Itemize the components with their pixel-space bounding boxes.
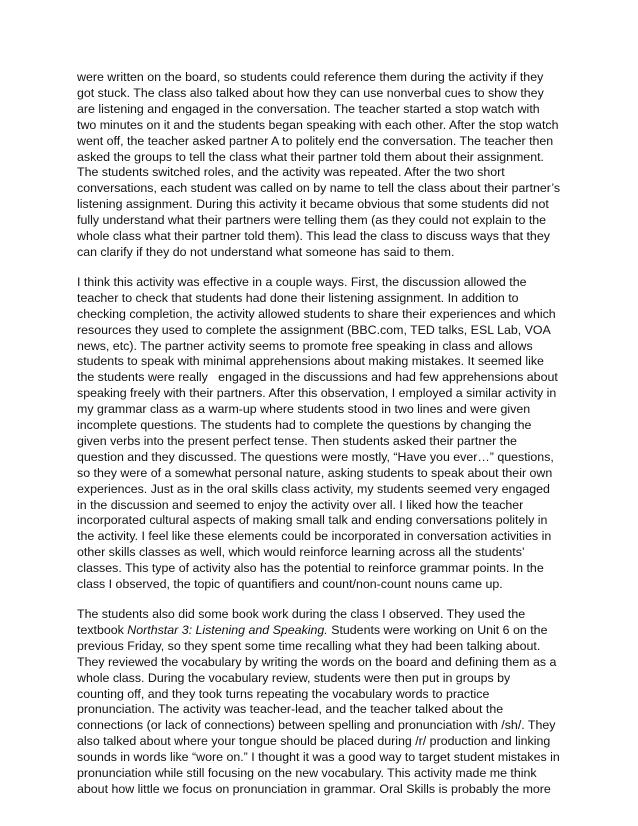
text-line: experiences. Just as in the oral skills class activity, my students seemed very engaged bbox=[77, 481, 550, 496]
text-line: whole class. During the vocabulary review, students were then put in groups by bbox=[77, 670, 511, 685]
paragraph-1 bbox=[77, 70, 577, 261]
text-line: are listening and engaged in the conversation. The teacher started a stop watch with bbox=[77, 101, 540, 116]
text-line: about how little we focus on pronunciation in grammar. Oral Skills is probably the more bbox=[77, 781, 551, 796]
text-segment: textbook bbox=[77, 622, 128, 637]
document-page bbox=[77, 70, 577, 812]
text-line: pronunciation. The activity was teacher-lead, and the teacher talked about the bbox=[77, 702, 504, 717]
text-line: the activity. I feel like these elements could be incorporated in conversation activities in bbox=[77, 529, 552, 544]
text-line: incorporated cultural aspects of making small talk and ending conversations politely in bbox=[77, 513, 548, 528]
text-line: in the discussion and seemed to enjoy the activity over all. I liked how the teacher bbox=[77, 497, 524, 512]
text-line: students to speak with minimal apprehensions about making mistakes. It seemed like bbox=[77, 354, 544, 369]
text-line: class I observed, the topic of quantifiers and count/non-count nouns came up. bbox=[77, 577, 503, 592]
text-line: speaking freely with their partners. After this observation, I employed a similar activity in bbox=[77, 386, 557, 401]
text-line: other skills classes as well, which would reinforce learning across all the students’ bbox=[77, 545, 525, 560]
text-line: classes. This type of activity also has the potential to reinforce grammar points. In the bbox=[77, 561, 544, 576]
text-line: The students switched roles, and the activity was repeated. After the two short bbox=[77, 165, 505, 180]
text-line: can clarify if they do not understand what someone has said to them. bbox=[77, 244, 455, 259]
text-line: sounds in words like “wore on.” I thought it was a good way to target student mistakes in bbox=[77, 750, 560, 765]
text-line: teacher to check that students had done their listening assignment. In addition to bbox=[77, 290, 519, 305]
text-line: whole class what their partner told them). This lead the class to discuss ways that they bbox=[77, 229, 550, 244]
text-line: were written on the board, so students could reference them during the activity if they bbox=[77, 70, 544, 84]
text-line: resources they used to complete the assignment (BBC.com, TED talks, ESL Lab, VOA bbox=[77, 322, 551, 337]
text-line: fully understand what their partners were telling them (as they could not explain to the bbox=[77, 213, 547, 228]
book-title: Northstar 3: Listening and Speaking. bbox=[127, 622, 328, 637]
text-line: checking completion, the activity allowed students to share their experiences and which bbox=[77, 306, 556, 321]
text-line: I think this activity was effective in a couple ways. First, the discussion allowed the bbox=[77, 274, 527, 289]
text-line: conversations, each student was called on by name to tell the class about their partner’s bbox=[77, 181, 561, 196]
text-line: two minutes on it and the students began speaking with each other. After the stop watch bbox=[77, 117, 559, 132]
paragraph-3 bbox=[77, 607, 577, 798]
text-line: also talked about where your tongue should be placed during /r/ production and linking bbox=[77, 734, 551, 749]
text-line: The students also did some book work during the class I observed. They used the bbox=[77, 607, 526, 621]
text-line: listening assignment. During this activity it became obvious that some students did not bbox=[77, 197, 549, 212]
text-line: incomplete questions. The students had to complete the questions by changing the bbox=[77, 418, 532, 433]
text-line: counting off, and they took turns repeating the vocabulary words to practice bbox=[77, 686, 490, 701]
text-segment: Students were working on Unit 6 on the bbox=[327, 622, 548, 637]
text-line: connections (or lack of connections) between spelling and pronunciation with /sh/. They bbox=[77, 718, 556, 733]
text-line bbox=[77, 623, 577, 639]
text-line: previous Friday, so they spent some time recalling what they had been talking about. bbox=[77, 638, 541, 653]
text-line: got stuck. The class also talked about how they can use nonverbal cues to show they bbox=[77, 85, 544, 100]
text-line: They reviewed the vocabulary by writing the words on the board and defining them as a bbox=[77, 654, 557, 669]
text-line: given verbs into the present perfect tense. Then students asked their partner the bbox=[77, 433, 517, 448]
text-line: my grammar class as a warm-up where students stood in two lines and were given bbox=[77, 402, 531, 417]
text-line: the students were really engaged in the discussions and had few apprehensions about bbox=[77, 370, 558, 385]
text-line: went off, the teacher asked partner A to politely end the conversation. The teacher then bbox=[77, 133, 554, 148]
text-line: news, etc). The partner activity seems to promote free speaking in class and allows bbox=[77, 338, 533, 353]
text-line: so they were of a somewhat personal nature, asking students to speak about their own bbox=[77, 465, 553, 480]
text-line: question and they discussed. The questions were mostly, “Have you ever…” questions, bbox=[77, 449, 554, 464]
text-line: asked the groups to tell the class what their partner told them about their assignment. bbox=[77, 149, 544, 164]
text-line: pronunciation while still focusing on the new vocabulary. This activity made me think bbox=[77, 766, 537, 781]
paragraph-2 bbox=[77, 275, 577, 593]
